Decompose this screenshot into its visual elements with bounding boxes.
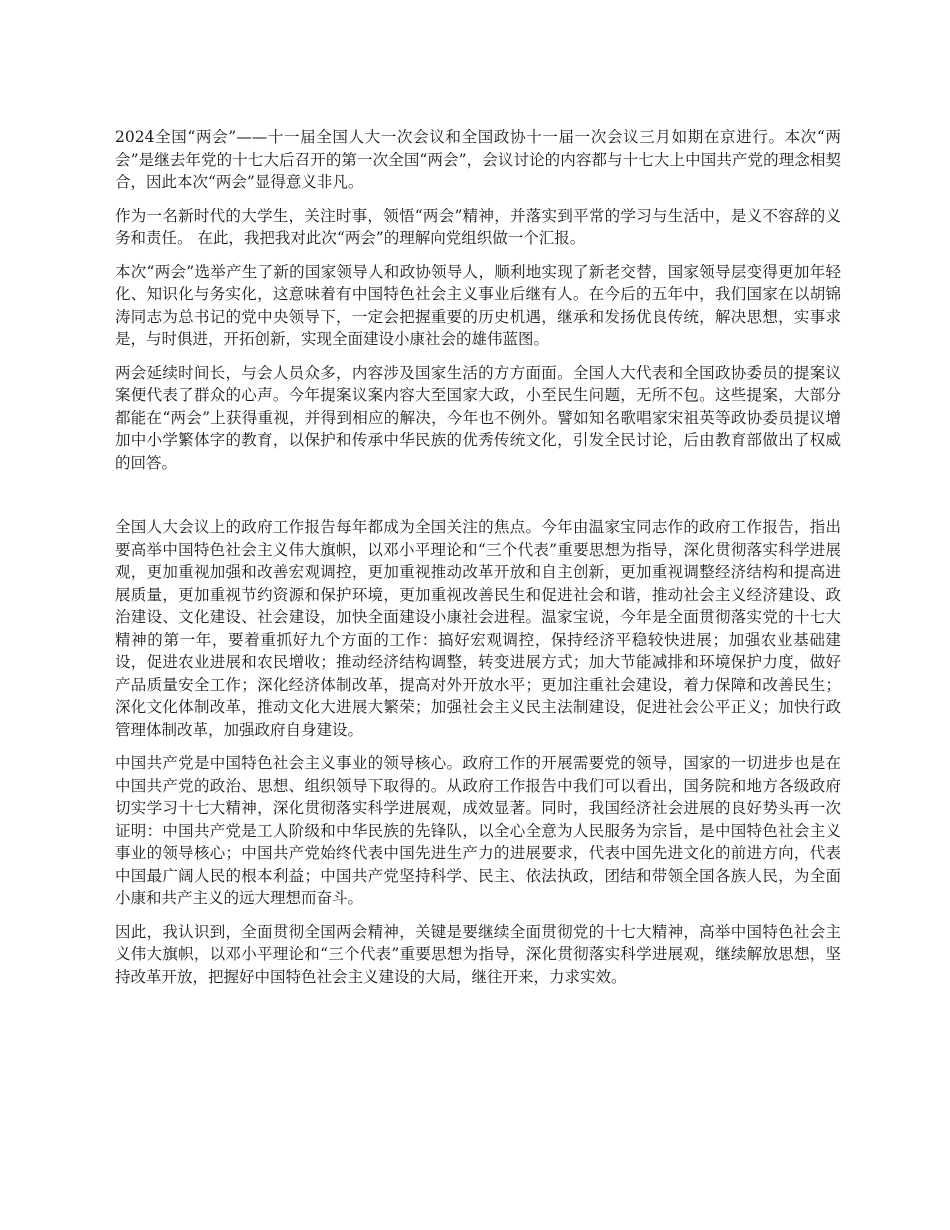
paragraph-party-core: 中国共产党是中国特色社会主义事业的领导核心。政府工作的开展需要党的领导，国家的一切进步也是在中国共产党的政治、思想、组织领导下取得的。从政府工作报告中我们可以看出，国务院和地方各级政府切实学习十七大精神，深化贯彻落实科学进展观，成效显著。同时，我国经济社会进展的良好势头再一次证明：中国共产党是工人阶级和中华民族的先锋队，以全心全意为人民服务为宗旨，是中国特色社会主义事业的领导核心；中国共产党始终代表中国先进生产力的进展要求，代表中国先进文化的前进方向，代表中国最广阔人民的根本利益；中国共产党坚持科学、民主、依法执政，团结和带领全国各族人民，为全面小康和共产主义的远大理想而奋斗。 <box>115 754 841 907</box>
paragraph-conclusion: 因此，我认识到，全面贯彻全国两会精神，关键是要继续全面贯彻党的十七大精神，高举中国特色社会主义伟大旗帜，以邓小平理论和“三个代表”重要思想为指导，深化贯彻落实科学进展观，继续解放思想，坚持改革开放，把握好中国特色社会主义建设的大局，继往开来，力求实效。 <box>115 922 841 986</box>
paragraph-leadership: 本次“两会”选举产生了新的国家领导人和政协领导人，顺利地实现了新老交替，国家领导层变得更加年轻化、知识化与务实化，这意味着有中国特色社会主义事业后继有人。在今后的五年中，我们国家在以胡锦涛同志为总书记的党中央领导下，一定会把握重要的历史机遇，继承和发扬优良传统，解决思想，实事求是，与时俱进，开拓创新，实现全面建设小康社会的雄伟蓝图。 <box>115 262 841 348</box>
paragraph-proposals: 两会延续时间长，与会人员众多，内容涉及国家生活的方方面面。全国人大代表和全国政协委员的提案议案便代表了群众的心声。今年提案议案内容大至国家大政，小至民生问题，无所不包。这些提案，大部分都能在“两会”上获得重视，并得到相应的解决，今年也不例外。譬如知名歌唱家宋祖英等政协委员提议增加中小学繁体字的教育，以保护和传承中华民族的优秀传统文化，引发全民讨论，后由教育部做出了权威的回答。 <box>115 363 841 472</box>
document-body <box>115 126 841 999</box>
paragraph-government-report: 全国人大会议上的政府工作报告每年都成为全国关注的焦点。今年由温家宝同志作的政府工作报告，指出要高举中国特色社会主义伟大旗帜，以邓小平理论和“三个代表”重要思想为指导，深化贯彻落实科学进展观，更加重视加强和改善宏观调控，更加重视推动改革开放和自主创新，更加重视调整经济结构和提高进展质量，更加重视节约资源和保护环境，更加重视改善民生和促进社会和谐，推动社会主义经济建设、政治建设、文化建设、社会建设，加快全面建设小康社会进程。温家宝说，今年是全面贯彻落实党的十七大精神的第一年，要着重抓好九个方面的工作：搞好宏观调控，保持经济平稳较快进展；加强农业基础建设，促进农业进展和农民增收；推动经济结构调整，转变进展方式；加大节能减排和环境保护力度，做好产品质量安全工作；深化经济体制改革，提高对外开放水平；更加注重社会建设，着力保障和改善民生；深化文化体制改革，推动文化大进展大繁荣；加强社会主义民主法制建设，促进社会公平正义；加快行政管理体制改革，加强政府自身建设。 <box>115 518 841 739</box>
paragraph-intro: 2024全国“两会”——十一届全国人大一次会议和全国政协十一届一次会议三月如期在京进行。本次“两会”是继去年党的十七大后召开的第一次全国“两会”，会议讨论的内容都与十七大上中国共产党的理念相契合，因此本次“两会”显得意义非凡。 <box>115 128 841 191</box>
paragraph-student-duty: 作为一名新时代的大学生，关注时事，领悟“两会”精神，并落实到平常的学习与生活中，是义不容辞的义务和责任。 在此，我把我对此次“两会”的理解向党组织做一个汇报。 <box>115 206 841 247</box>
